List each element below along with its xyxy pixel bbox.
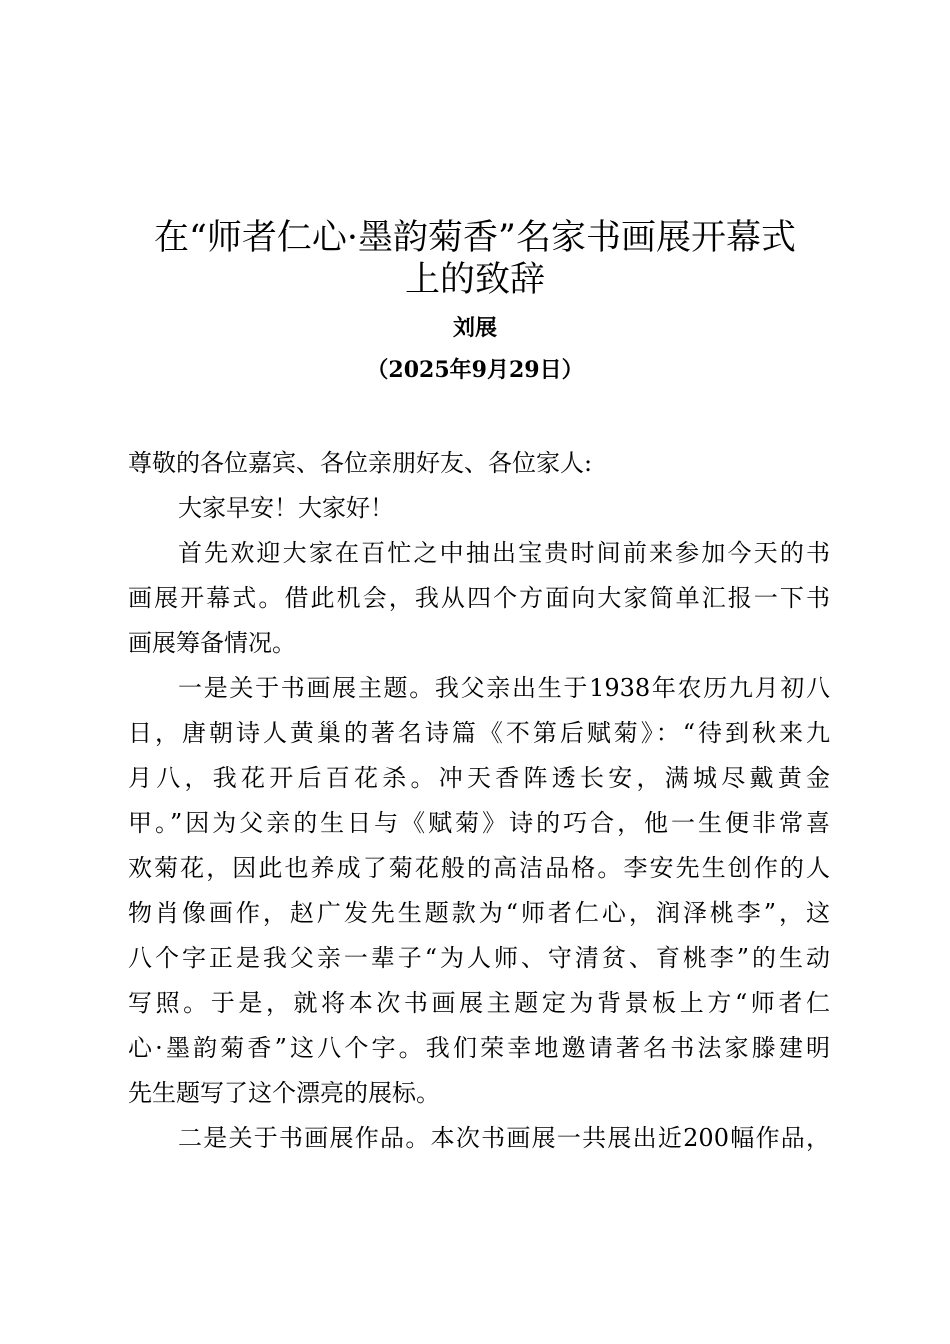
- author-name: 刘展: [452, 315, 497, 341]
- speech-date: （2025年9月29日）: [366, 357, 584, 383]
- salutation: 尊敬的各位嘉宾、各位亲朋好友、各位家人:: [128, 449, 593, 477]
- body-line: 月八，我花开后百花杀。冲天香阵透长安，满城尽戴黄金: [128, 764, 830, 792]
- body-line: 欢菊花，因此也养成了菊花般的高洁品格。李安先生创作的人: [128, 854, 830, 882]
- body-line: 画展开幕式。借此机会，我从四个方面向大家简单汇报一下书: [128, 584, 830, 612]
- body-line: 甲。”因为父亲的生日与《赋菊》诗的巧合，他一生便非常喜: [128, 809, 830, 837]
- body-line: 画展筹备情况。: [128, 629, 296, 657]
- body-line: 二是关于书画展作品。本次书画展一共展出近200幅作品，: [178, 1124, 830, 1152]
- body-line: 物肖像画作，赵广发先生题款为“师者仁心，润泽桃李”，这: [128, 899, 830, 927]
- greeting-line: 大家早安！大家好！: [178, 494, 394, 522]
- body-line: 日，唐朝诗人黄巢的著名诗篇《不第后赋菊》：“待到秋来九: [128, 719, 830, 747]
- body-line: 心·墨韵菊香”这八个字。我们荣幸地邀请著名书法家滕建明: [128, 1034, 830, 1062]
- body-line: 写照。于是，就将本次书画展主题定为背景板上方“师者仁: [128, 989, 830, 1017]
- body-line: 一是关于书画展主题。我父亲出生于1938年农历九月初八: [178, 674, 830, 702]
- body-line: 八个字正是我父亲一辈子“为人师、守清贫、育桃李”的生动: [128, 944, 830, 972]
- body-line: 先生题写了这个漂亮的展标。: [128, 1079, 440, 1107]
- body-line: 首先欢迎大家在百忙之中抽出宝贵时间前来参加今天的书: [178, 539, 830, 567]
- title-line-1: 在“师者仁心·墨韵菊香”名家书画展开幕式: [154, 218, 796, 258]
- title-line-2: 上的致辞: [404, 260, 545, 300]
